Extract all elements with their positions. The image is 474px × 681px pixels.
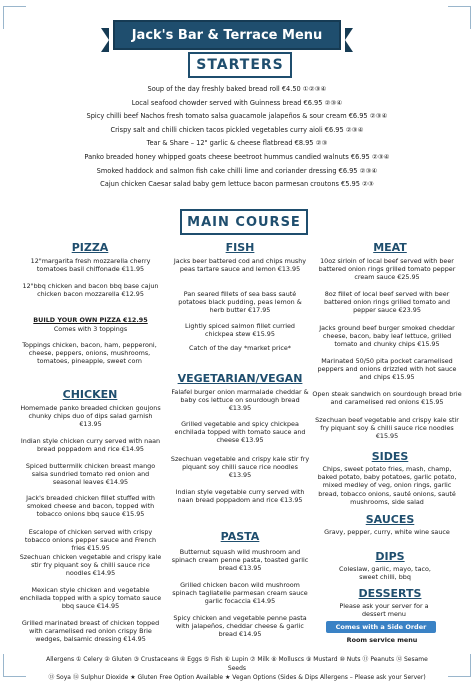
menu-item: Indian style chicken curry served with naan bread poppadom and rice €14.95 (20, 437, 161, 454)
menu-item: Pan seared fillets of sea bass sauté potatoes black pudding, peas lemon & herb butter €17.95 (178, 290, 302, 315)
menu-item: Jacks ground beef burger smoked cheddar cheese, bacon, baby leaf lettuce, grilled tomato and chunky chips €15.95 (319, 324, 455, 349)
menu-item: Grilled marinated breast of chicken topped with caramelised red onion crispy Brie wedges, balsamic dressing €14.95 (21, 619, 160, 644)
menu-item: Szechuan chicken vegetable and crispy kale stir fry piquant soy & chilli sauce rice noodles €14.95 (19, 553, 162, 578)
sauces-heading: SAUCES (365, 513, 415, 526)
menu-title-ribbon: Jack's Bar & Terrace Menu (113, 20, 341, 50)
pizza-heading: PIZZA (71, 241, 109, 254)
starter-item: Soup of the day freshly baked bread roll €4.50 ①②③④ (147, 85, 327, 93)
menu-item: Gravy, pepper, curry, white wine sauce (324, 528, 450, 536)
menu-item: Szechuan beef vegetable and crispy kale stir fry piquant soy & chilli sauce rice noodles €15.95 (315, 416, 459, 441)
menu-item: 8oz fillet of local beef served with beer battered onion rings grilled tomato and pepper sauce €23.95 (323, 290, 451, 315)
menu-item: Escalope of chicken served with crispy tobacco onions pepper sauce and French fries €15.95 (24, 528, 157, 553)
desserts-heading: DESSERTS (358, 587, 422, 600)
fish-heading: FISH (225, 241, 255, 254)
menu-item: Indian style vegetable curry served with naan bread poppadom and rice €13.95 (175, 488, 305, 505)
corner-ornament (3, 6, 26, 29)
allergen-line: ⑬ Soya ⑭ Sulphur Dioxide ★ Gluten Free Option Available ★ Vegan Options (Sides & Dips Allergens – Please ask your Server) (48, 674, 426, 681)
menu-item: 12"margarita fresh mozzarella cherry tomatoes basil chiffonade €11.95 (30, 257, 151, 274)
menu-item: Spicy chicken and vegetable penne pasta with jalapeños, cheddar cheese & garlic bread €14.95 (173, 614, 307, 639)
menu-item: Open steak sandwich on sourdough bread brie and caramelised red onions €15.95 (312, 390, 462, 407)
menu-item: 12"bbq chicken and bacon bbq base cajun chicken bacon mozzarella €12.95 (22, 282, 159, 299)
starter-item: Panko breaded honey whipped goats cheese beetroot hummus candied walnuts €6.95 ②③④ (84, 153, 390, 161)
menu-item: Butternut squash wild mushroom and spinach cream penne pasta, toasted garlic bread €13.95 (171, 548, 309, 573)
starters-title: STARTERS (188, 52, 292, 78)
menu-item: Marinated 50/50 pita pocket caramelised peppers and onions drizzled with hot sauce and chips €15.95 (317, 357, 457, 382)
menu-item: Comes with 3 toppings (53, 325, 128, 333)
chicken-heading: CHICKEN (62, 388, 118, 401)
starter-item: Crispy salt and chilli chicken tacos pickled vegetables curry aioli €6.95 ②③④ (110, 125, 364, 134)
veg-heading: VEGETARIAN/VEGAN (177, 372, 303, 385)
menu-item: Chips, sweet potato fries, mash, champ, baked potato, baby potatoes, garlic potato, mixed medley of veg, onion rings, garlic bread, tobacco onions, sauté onions, sauté mushrooms, side salad (317, 465, 457, 506)
menu-item: Toppings chicken, bacon, ham, pepperoni, cheese, peppers, onions, mushrooms, tomatoes, pineapple, sweet corn (22, 341, 157, 366)
room-service-label: Room service menu (346, 636, 418, 644)
menu-item: Homemade panko breaded chicken goujons chunky chips duo of dips salad garnish €13.95 (20, 404, 161, 429)
menu-item: Grilled vegetable and spicy chickpea enchilada topped with tomato sauce and cheese €13.95 (174, 420, 306, 445)
menu-item: Please ask your server for a dessert menu (339, 602, 429, 619)
dips-heading: DIPS (375, 550, 405, 563)
menu-item: Lightly spiced salmon fillet curried chickpea stew €15.95 (185, 322, 295, 339)
starter-item: Smoked haddock and salmon fish cake chilli lime and coriander dressing €6.95 ②③④ (96, 166, 378, 175)
pasta-heading: PASTA (220, 530, 260, 543)
corner-ornament (448, 654, 471, 677)
sides-heading: SIDES (371, 450, 409, 463)
menu-item: Spiced buttermilk chicken breast mango salsa sundried tomato red onion and seasonal leaves €14.95 (25, 462, 156, 487)
menu-item: Falafel burger onion marmalade cheddar & baby cos lettuce on sourdough bread €13.95 (171, 388, 309, 413)
menu-item: Grilled chicken bacon wild mushroom spinach tagliatelle parmesan cream sauce garlic focaccia €14.95 (172, 581, 308, 606)
side-order-badge: Comes with a Side Order (326, 621, 436, 633)
menu-item: Jack's breaded chicken fillet stuffed with smoked cheese and bacon, topped with tobacco onions bbq sauce €15.95 (26, 494, 155, 519)
starter-item: Cajun chicken Caesar salad baby gem lettuce bacon parmesan croutons €5.95 ②③ (100, 180, 374, 189)
menu-item: 10oz sirloin of local beef served with beer battered onion rings grilled tomato pepper cream sauce €25.95 (318, 257, 456, 282)
menu-item: Jacks beer battered cod and chips mushy peas tartare sauce and lemon €13.95 (173, 257, 307, 274)
allergen-line: Allergens ① Celery ② Gluten ③ Crustaceans ④ Eggs ⑤ Fish ⑥ Lupin ⑦ Milk ⑧ Molluscs ⑨ Mustard ⑩ Nuts ⑪ Peanuts ⑫ Sesame Seeds (46, 656, 428, 672)
menu-item: Szechuan vegetable and crispy kale stir fry piquant soy chilli sauce rice noodles €13.95 (170, 455, 310, 480)
menu-item: Catch of the day *market price* (189, 344, 291, 352)
menu-item: BUILD YOUR OWN PIZZA €12.95 (33, 316, 148, 324)
starter-item: Local seafood chowder served with Guinness bread €6.95 ②③④ (131, 98, 343, 107)
menu-item: Mexican style chicken and vegetable enchilada topped with a spicy tomato sauce bbq sauce €14.95 (19, 586, 162, 611)
corner-ornament (448, 6, 471, 29)
meat-heading: MEAT (373, 241, 407, 254)
corner-ornament (3, 654, 26, 677)
starter-item: Tear & Share – 12" garlic & cheese flatbread €8.95 ②③ (146, 139, 328, 148)
menu-item: Coleslaw, garlic, mayo, taco, sweet chilli, bbq (339, 565, 431, 582)
starter-item: Spicy chilli beef Nachos fresh tomato salsa guacamole jalapeños & sour cream €6.95 ②③④ (86, 112, 388, 121)
main-course-title: MAIN COURSE (180, 209, 308, 235)
allergen-legend (40, 655, 434, 681)
